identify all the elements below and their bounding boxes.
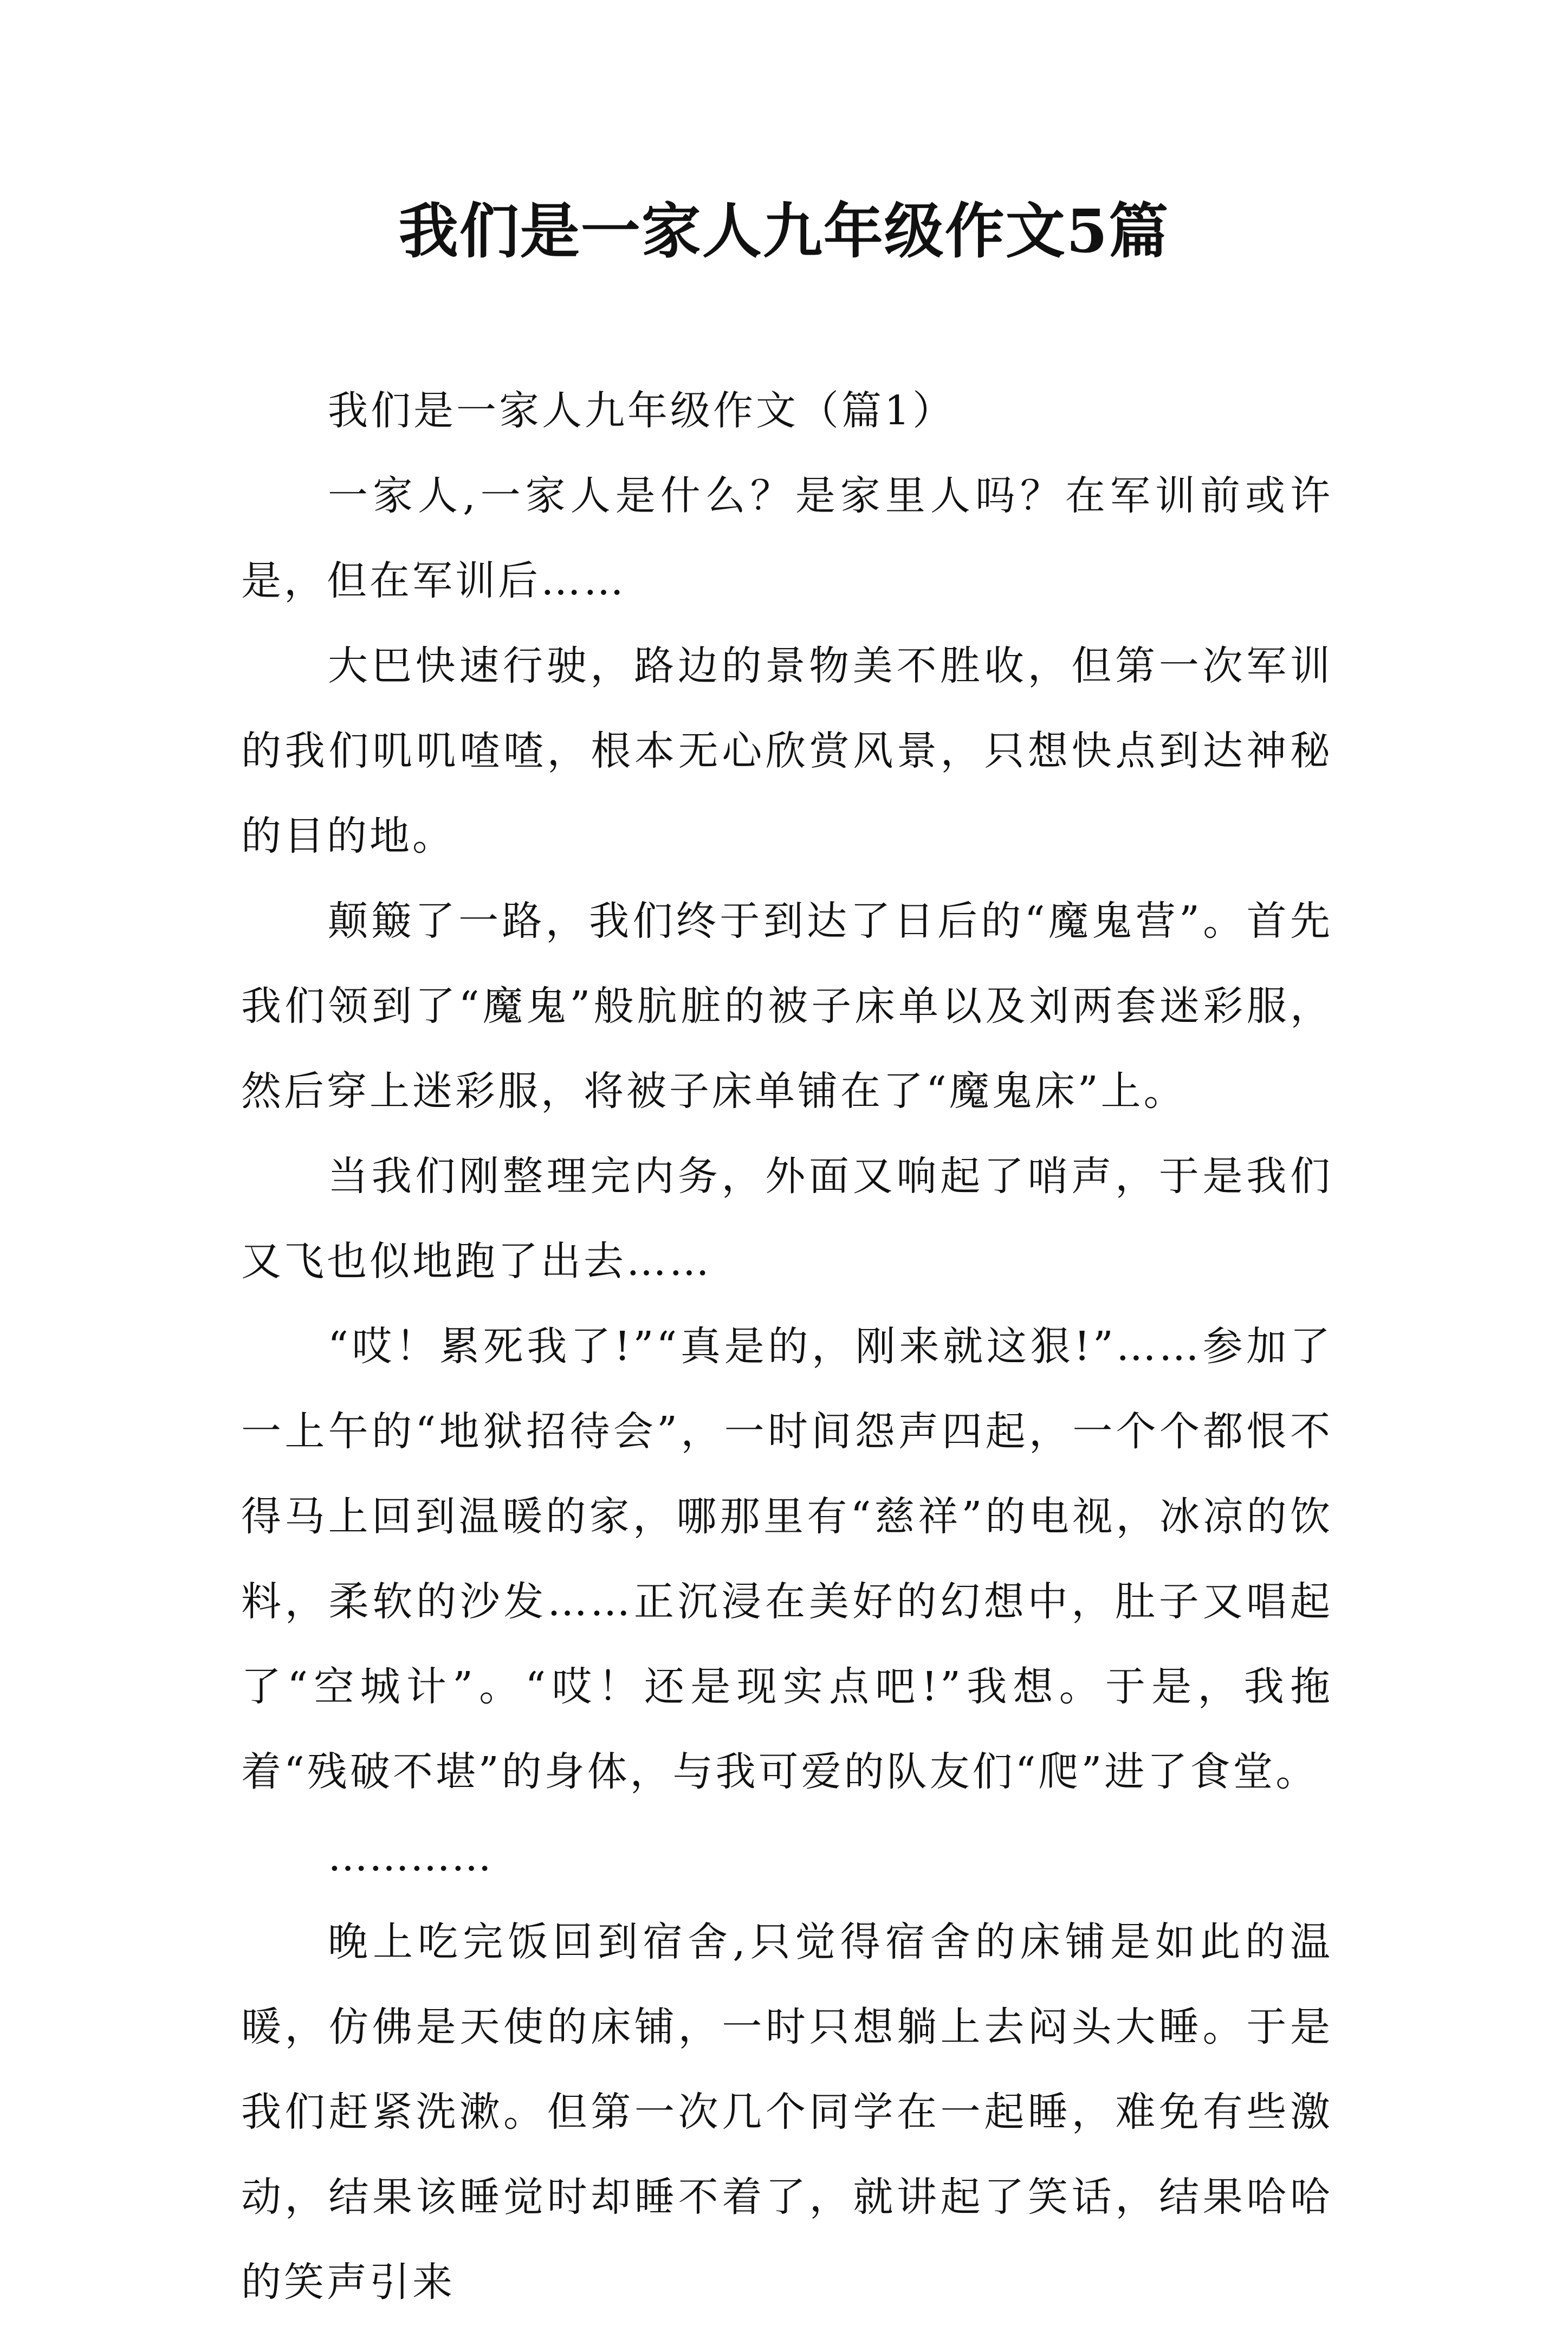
paragraph: 当我们刚整理完内务，外面又响起了哨声，于是我们又飞也似地跑了出去…… xyxy=(241,1153,1333,1285)
paragraph: 大巴快速行驶，路边的景物美不胜收，但第一次军训的我们叽叽喳喳，根本无心欣赏风景，只想快点到达神秘的目的地。 xyxy=(241,643,1333,859)
paragraph: “哎！累死我了!”“真是的，刚来就这狠!”……参加了一上午的“地狱招待会”，一时间怨声四起，一个个都恨不得马上回到温暖的家，哪那里有“慈祥”的电视，冰凉的饮料，柔软的沙发……正沉浸在美好的幻想中，肚子又唱起了“空城计”。“哎！还是现实点吧!”我想。于是，我拖着“残破不堪”的身体，与我可爱的队友们“爬”进了食堂。 xyxy=(241,1323,1333,1795)
section-heading: 我们是一家人九年级作文（篇1） xyxy=(328,387,956,434)
ellipsis-separator: ………… xyxy=(328,1834,493,1880)
document-title: 我们是一家人九年级作文5篇 xyxy=(398,196,1170,266)
paragraph: 一家人,一家人是什么？是家里人吗？在军训前或许是，但在军训后…… xyxy=(241,472,1333,604)
paragraph: 颠簸了一路，我们终于到达了日后的“魔鬼营”。首先我们领到了“魔鬼”般肮脏的被子床单以及刘两套迷彩服，然后穿上迷彩服，将被子床单铺在了“魔鬼床”上。 xyxy=(241,898,1333,1115)
paragraph: 晚上吃完饭回到宿舍,只觉得宿舍的床铺是如此的温暖，仿佛是天使的床铺，一时只想躺上去闷头大睡。于是我们赶紧洗漱。但第一次几个同学在一起睡，难免有些激动，结果该睡觉时却睡不着了，就讲起了笑话，结果哈哈的笑声引来 xyxy=(241,1919,1333,2305)
document-body xyxy=(241,368,1333,2325)
